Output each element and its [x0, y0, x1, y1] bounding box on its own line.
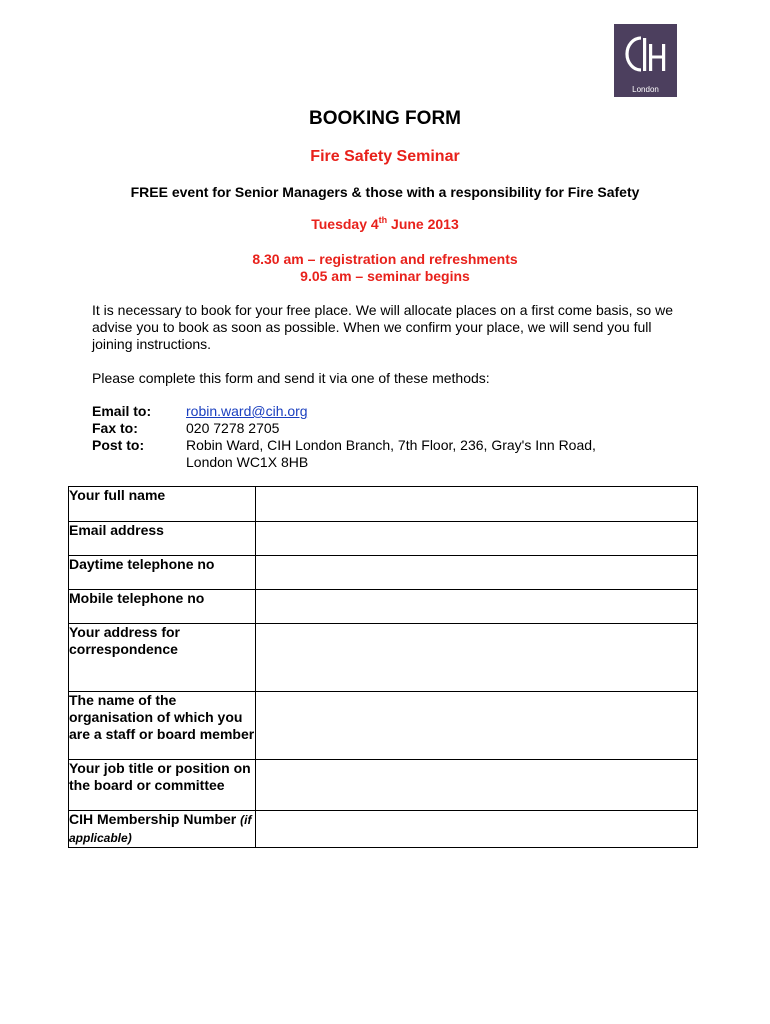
email-address-label: Email address: [69, 522, 256, 556]
membership-number-input[interactable]: [256, 811, 697, 844]
daytime-phone-input[interactable]: [256, 556, 697, 588]
form-row-organisation: [69, 692, 698, 760]
form-row-mobile-phone: [69, 590, 698, 624]
booking-form-table: [68, 486, 698, 848]
organisation-label: The name of the organisation of which you are a staff or board member: [69, 692, 256, 760]
form-row-full-name: [69, 487, 698, 522]
form-row-address: [69, 624, 698, 692]
full-name-label: Your full name: [69, 487, 256, 522]
send-methods-intro: Please complete this form and send it via one of these methods:: [92, 370, 490, 386]
post-address-line-2: London WC1X 8HB: [186, 454, 309, 470]
email-link[interactable]: robin.ward@cih.org: [186, 403, 308, 419]
address-label: Your address for correspondence: [69, 624, 256, 692]
post-label: Post to:: [92, 437, 145, 453]
seminar-start-time: 9.05 am – seminar begins: [300, 268, 470, 284]
email-value: [186, 403, 686, 420]
post-address: [186, 437, 686, 471]
job-title-input[interactable]: [256, 760, 697, 809]
email-address-input[interactable]: [256, 522, 697, 554]
form-row-job-title: [69, 760, 698, 811]
post-address-line-1: Robin Ward, CIH London Branch, 7th Floor, 236, Gray's Inn Road,: [186, 437, 596, 453]
membership-number-note: (if applicable): [69, 813, 252, 845]
organisation-input[interactable]: [256, 692, 697, 758]
mobile-phone-input[interactable]: [256, 590, 697, 622]
full-name-input[interactable]: [256, 487, 697, 520]
fax-label: Fax to:: [92, 420, 138, 436]
event-intro: FREE event for Senior Managers & those with a responsibility for Fire Safety: [130, 184, 640, 200]
seminar-title: Fire Safety Seminar: [310, 148, 460, 165]
form-row-membership-number: [69, 811, 698, 848]
address-input[interactable]: [256, 624, 697, 690]
form-row-email: [69, 522, 698, 556]
event-date-ordinal: th: [378, 215, 388, 225]
registration-time: 8.30 am – registration and refreshments: [252, 251, 518, 267]
booking-instructions: It is necessary to book for your free place. We will allocate places on a first come basis, so we advise you to book as soon as possible. When we confirm your place, we will send you full joining instructions.: [92, 302, 673, 352]
event-date: [0, 216, 770, 232]
membership-number-label: [69, 811, 256, 848]
job-title-label: Your job title or position on the board or committee: [69, 760, 256, 811]
page-title: BOOKING FORM: [309, 108, 461, 129]
mobile-phone-label: Mobile telephone no: [69, 590, 256, 624]
daytime-phone-label: Daytime telephone no: [69, 556, 256, 590]
cih-london-logo: [614, 24, 677, 97]
cih-logo-mark: [614, 24, 677, 84]
fax-value: 020 7278 2705: [186, 420, 280, 436]
event-date-suffix: June 2013: [387, 216, 459, 232]
event-date-prefix: Tuesday 4: [311, 216, 379, 232]
email-label: Email to:: [92, 403, 152, 419]
logo-subtitle: London: [632, 85, 659, 94]
membership-number-label-text: CIH Membership Number: [69, 811, 237, 827]
form-row-daytime-phone: [69, 556, 698, 590]
